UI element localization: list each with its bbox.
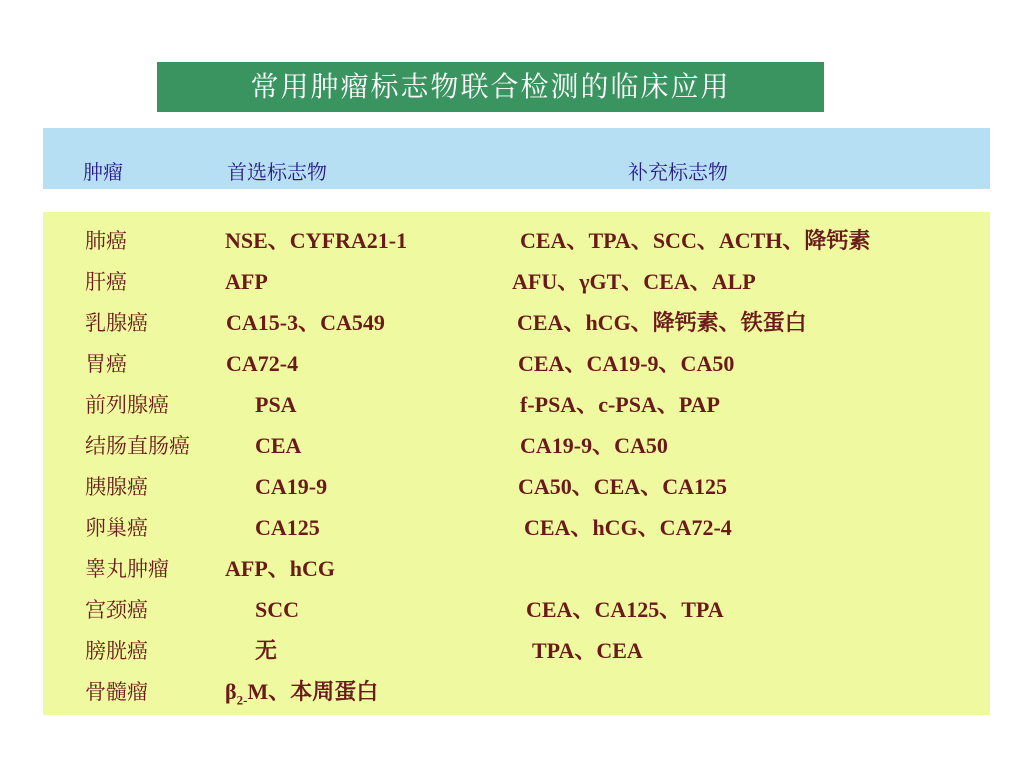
table-row	[43, 467, 990, 507]
primary-marker	[225, 672, 378, 720]
supplementary-marker: CEA、hCG、CA72-4	[524, 515, 732, 540]
supplementary-marker: CEA、CA19-9、CA50	[518, 351, 735, 376]
table-row	[43, 262, 990, 302]
tumor-name: 肝癌	[85, 270, 127, 294]
marker-table	[43, 212, 990, 715]
primary-marker: CA15-3、CA549	[226, 310, 385, 335]
header-supplementary-markers: 补充标志物	[628, 160, 728, 184]
primary-marker: 无	[255, 638, 278, 663]
table-header	[43, 128, 990, 189]
tumor-name: 结肠直肠癌	[85, 434, 190, 458]
primary-marker: CA72-4	[226, 351, 299, 376]
supplementary-marker: CEA、hCG、降钙素、铁蛋白	[517, 310, 807, 335]
tumor-name: 睾丸肿瘤	[85, 557, 169, 581]
table-row	[43, 672, 990, 712]
table-row	[43, 221, 990, 261]
supplementary-marker: CA19-9、CA50	[520, 433, 668, 458]
table-row	[43, 303, 990, 343]
tumor-name: 宫颈癌	[85, 598, 148, 622]
tumor-name: 胰腺癌	[85, 475, 148, 499]
table-row	[43, 631, 990, 671]
header-tumor: 肿瘤	[83, 160, 123, 184]
tumor-name: 前列腺癌	[85, 393, 169, 417]
table-row	[43, 344, 990, 384]
supplementary-marker: AFU、γGT、CEA、ALP	[512, 269, 756, 294]
table-row	[43, 549, 990, 589]
table-row	[43, 385, 990, 425]
primary-marker: CA19-9	[255, 474, 328, 499]
primary-marker: PSA	[255, 392, 297, 417]
tumor-name: 膀胱癌	[85, 639, 148, 663]
table-row	[43, 426, 990, 466]
supplementary-marker: CA50、CEA、CA125	[518, 474, 728, 499]
primary-marker: CA125	[255, 515, 320, 540]
supplementary-marker: f-PSA、c-PSA、PAP	[520, 392, 720, 417]
beta-subscript: 2-	[236, 692, 248, 708]
tumor-name: 肺癌	[85, 229, 127, 253]
supplementary-marker: CEA、TPA、SCC、ACTH、降钙素	[520, 228, 871, 253]
primary-marker-rest: M、本周蛋白	[247, 679, 379, 704]
primary-marker: CEA	[255, 433, 302, 458]
primary-marker: SCC	[255, 597, 300, 622]
primary-marker: AFP	[225, 269, 268, 294]
supplementary-marker: TPA、CEA	[532, 638, 643, 663]
header-primary-markers: 首选标志物	[227, 160, 327, 184]
table-row	[43, 590, 990, 630]
page-title: 常用肿瘤标志物联合检测的临床应用	[157, 62, 824, 112]
primary-marker: NSE、CYFRA21-1	[225, 228, 408, 253]
tumor-name: 卵巢癌	[85, 516, 148, 540]
primary-marker: AFP、hCG	[225, 556, 336, 581]
tumor-name: 胃癌	[85, 352, 127, 376]
table-row	[43, 508, 990, 548]
supplementary-marker: CEA、CA125、TPA	[526, 597, 724, 622]
beta-symbol: β	[225, 679, 237, 704]
tumor-name: 骨髓瘤	[85, 680, 148, 704]
tumor-name: 乳腺癌	[85, 311, 148, 335]
